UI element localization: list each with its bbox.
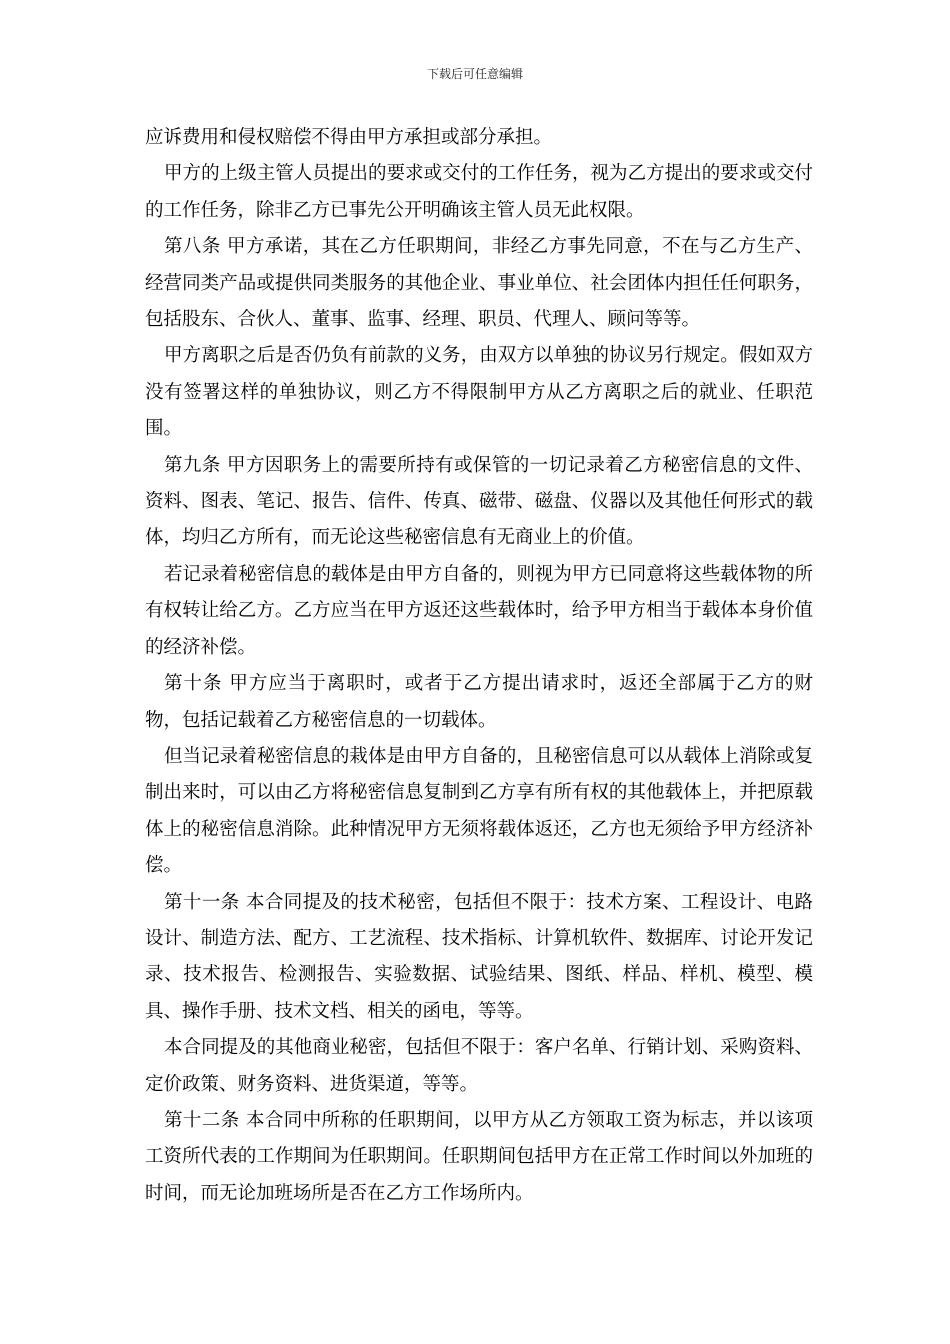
- paragraph-other-trade-secrets: 本合同提及的其他商业秘密，包括但不限于：客户名单、行销计划、采购资料、定价政策、财务资料、进货渠道，等等。: [145, 1037, 813, 1095]
- paragraph-article-11: 第十一条 本合同提及的技术秘密，包括但不限于：技术方案、工程设计、电路设计、制造方法、配方、工艺流程、技术指标、计算机软件、数据库、讨论开发记录、技术报告、检测报告、实验数据、试验结果、图纸、样品、样机、模型、模具、操作手册、技术文档、相关的函电，等等。: [145, 891, 813, 1022]
- paragraph-copy-and-erase: 但当记录着秘密信息的栽体是由甲方自备的，且秘密信息可以从载体上消除或复制出来时，可以由乙方将秘密信息复制到乙方享有所有权的其他载体上，并把原载体上的秘密信息消除。此种情况甲方无须将载体返还，乙方也无须给予甲方经济补偿。: [145, 745, 813, 877]
- paragraph-supervisor-tasks: 甲方的上级主管人员提出的要求或交付的工作任务，视为乙方提出的要求或交付的工作任务，除非乙方已事先公开明确该主管人员无此权限。: [145, 163, 813, 221]
- paragraph-article-10: 第十条 甲方应当于离职时，或者于乙方提出请求时，返还全部属于乙方的财物，包括记载着乙方秘密信息的一切载体。: [145, 673, 813, 731]
- paragraph-article-9: 第九条 甲方因职务上的需要所持有或保管的一切记录着乙方秘密信息的文件、资料、图表、笔记、报告、信件、传真、磁带、磁盘、仪器以及其他任何形式的载体，均归乙方所有，而无论这些秘密信息有无商业上的价值。: [145, 454, 813, 549]
- paragraph-self-owned-carrier: 若记录着秘密信息的载体是由甲方自备的，则视为甲方已同意将这些载体物的所有权转让给乙方。乙方应当在甲方返还这些载体时，给予甲方相当于载体本身价值的经济补偿。: [145, 563, 813, 658]
- page-header: 下载后可任意编辑: [426, 67, 523, 81]
- document-body: [145, 120, 813, 1212]
- paragraph-article-8: 第八条 甲方承诺，其在乙方任职期间，非经乙方事先同意，不在与乙方生产、经营同类产品或提供同类服务的其他企业、事业单位、社会团体内担任任何职务，包括股东、合伙人、董事、监事、经理、职员、代理人、顾问等等。: [145, 236, 813, 331]
- paragraph-article-12: 第十二条 本合同中所称的任职期间，以甲方从乙方领取工资为标志，并以该项工资所代表的工作期间为任职期间。任职期间包括甲方在正常工作时间以外加班的时间，而无论加班场所是否在乙方工作场所内。: [145, 1109, 813, 1204]
- paragraph-post-employment: 甲方离职之后是否仍负有前款的义务，由双方以单独的协议另行规定。假如双方没有签署这样的单独协议，则乙方不得限制甲方从乙方离职之后的就业、任职范围。: [145, 345, 813, 440]
- paragraph-continuation: 应诉费用和侵权赔偿不得由甲方承担或部分承担。: [145, 127, 553, 148]
